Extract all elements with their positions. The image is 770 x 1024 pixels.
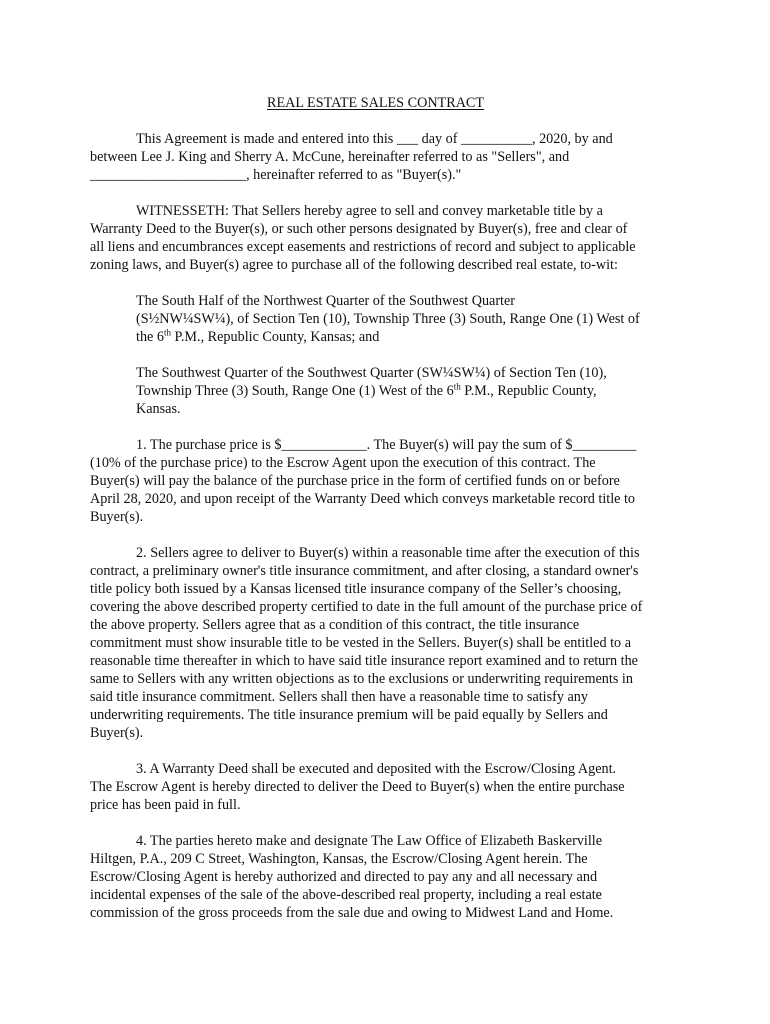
- paragraph-2-line: 2. Sellers agree to deliver to Buyer(s) within a reasonable time after the execution of this: [136, 545, 640, 561]
- paragraph-4-line: incidental expenses of the sale of the above-described real property, including a real estate: [90, 887, 602, 903]
- paragraph-4-line: Escrow/Closing Agent is hereby authorized and directed to pay any and all necessary and: [90, 869, 598, 885]
- paragraph-2-line: Buyer(s).: [90, 725, 144, 741]
- legal-description-line: (S½NW¼SW¼), of Section Ten (10), Township Three (3) South, Range One (1) West of: [136, 311, 640, 327]
- paragraph-2-line: the above property. Sellers agree that as a condition of this contract, the title insurance: [90, 617, 580, 633]
- paragraph-4-line: commission of the gross proceeds from the sale due and owing to Midwest Land and Home.: [90, 905, 614, 921]
- ordinal-suffix: th: [453, 381, 461, 392]
- paragraph-2-line: title policy both issued by a Kansas licensed title insurance company of the Seller’s choosing,: [90, 581, 622, 597]
- paragraph-3-line: price has been paid in full.: [90, 797, 241, 813]
- witnesseth-line: WITNESSETH: That Sellers hereby agree to sell and convey marketable title by a: [136, 203, 603, 219]
- paragraph-4-line: 4. The parties hereto make and designate The Law Office of Elizabeth Baskerville: [136, 833, 603, 849]
- legal-description-line: [136, 328, 379, 346]
- paragraph-1-line: April 28, 2020, and upon receipt of the Warranty Deed which conveys marketable record title to: [90, 491, 636, 507]
- paragraph-2-line: reasonable time thereafter in which to have said title insurance report examined and to return the: [90, 653, 638, 669]
- paragraph-3-line: 3. A Warranty Deed shall be executed and deposited with the Escrow/Closing Agent.: [136, 761, 617, 777]
- intro-line: ______________________, hereinafter referred to as "Buyer(s).": [90, 167, 462, 183]
- text-fragment: P.M., Republic County,: [460, 383, 597, 399]
- paragraph-4-line: Hiltgen, P.A., 209 C Street, Washington, Kansas, the Escrow/Closing Agent herein. The: [90, 851, 588, 867]
- legal-description-line: The Southwest Quarter of the Southwest Quarter (SW¼SW¼) of Section Ten (10),: [136, 365, 607, 381]
- document-title: REAL ESTATE SALES CONTRACT: [267, 95, 485, 111]
- witnesseth-line: zoning laws, and Buyer(s) agree to purchase all of the following described real estate, to-wit:: [90, 257, 618, 273]
- text-fragment: the 6: [136, 329, 164, 345]
- paragraph-2-line: commitment must show insurable title to be vested in the Sellers. Buyer(s) shall be entitled to a: [90, 635, 631, 651]
- legal-description-line: The South Half of the Northwest Quarter of the Southwest Quarter: [136, 293, 516, 309]
- paragraph-2-line: underwriting requirements. The title insurance premium will be paid equally by Sellers and: [90, 707, 608, 723]
- paragraph-1-line: Buyer(s).: [90, 509, 144, 525]
- paragraph-2-line: said title insurance commitment. Sellers shall then have a reasonable time to satisfy any: [90, 689, 588, 705]
- paragraph-1-line: Buyer(s) will pay the balance of the purchase price in the form of certified funds on or before: [90, 473, 620, 489]
- ordinal-suffix: th: [163, 327, 171, 338]
- paragraph-1-line: 1. The purchase price is $____________. The Buyer(s) will pay the sum of $_________: [136, 437, 637, 453]
- paragraph-1-line: (10% of the purchase price) to the Escrow Agent upon the execution of this contract. The: [90, 455, 596, 471]
- paragraph-3-line: The Escrow Agent is hereby directed to deliver the Deed to Buyer(s) when the entire purchase: [90, 779, 625, 795]
- text-fragment: Township Three (3) South, Range One (1) West of the 6: [136, 383, 454, 399]
- intro-line: between Lee J. King and Sherry A. McCune, hereinafter referred to as "Sellers", and: [90, 149, 570, 165]
- intro-line: This Agreement is made and entered into this ___ day of __________, 2020, by and: [136, 131, 613, 147]
- witnesseth-line: all liens and encumbrances except easements and restrictions of record and subject to applicable: [90, 239, 636, 255]
- paragraph-2-line: same to Sellers with any written objections as to the exclusions or underwriting requirements in: [90, 671, 633, 687]
- witnesseth-line: Warranty Deed to the Buyer(s), or such other persons designated by Buyer(s), free and clear of: [90, 221, 628, 237]
- text-fragment: P.M., Republic County, Kansas; and: [171, 329, 380, 345]
- paragraph-2-line: covering the above described property certified to date in the full amount of the purchase price of: [90, 599, 643, 615]
- paragraph-2-line: contract, a preliminary owner's title insurance commitment, and after closing, a standard owner's: [90, 563, 639, 579]
- legal-description-line: Kansas.: [136, 401, 181, 417]
- legal-description-line: [136, 382, 597, 400]
